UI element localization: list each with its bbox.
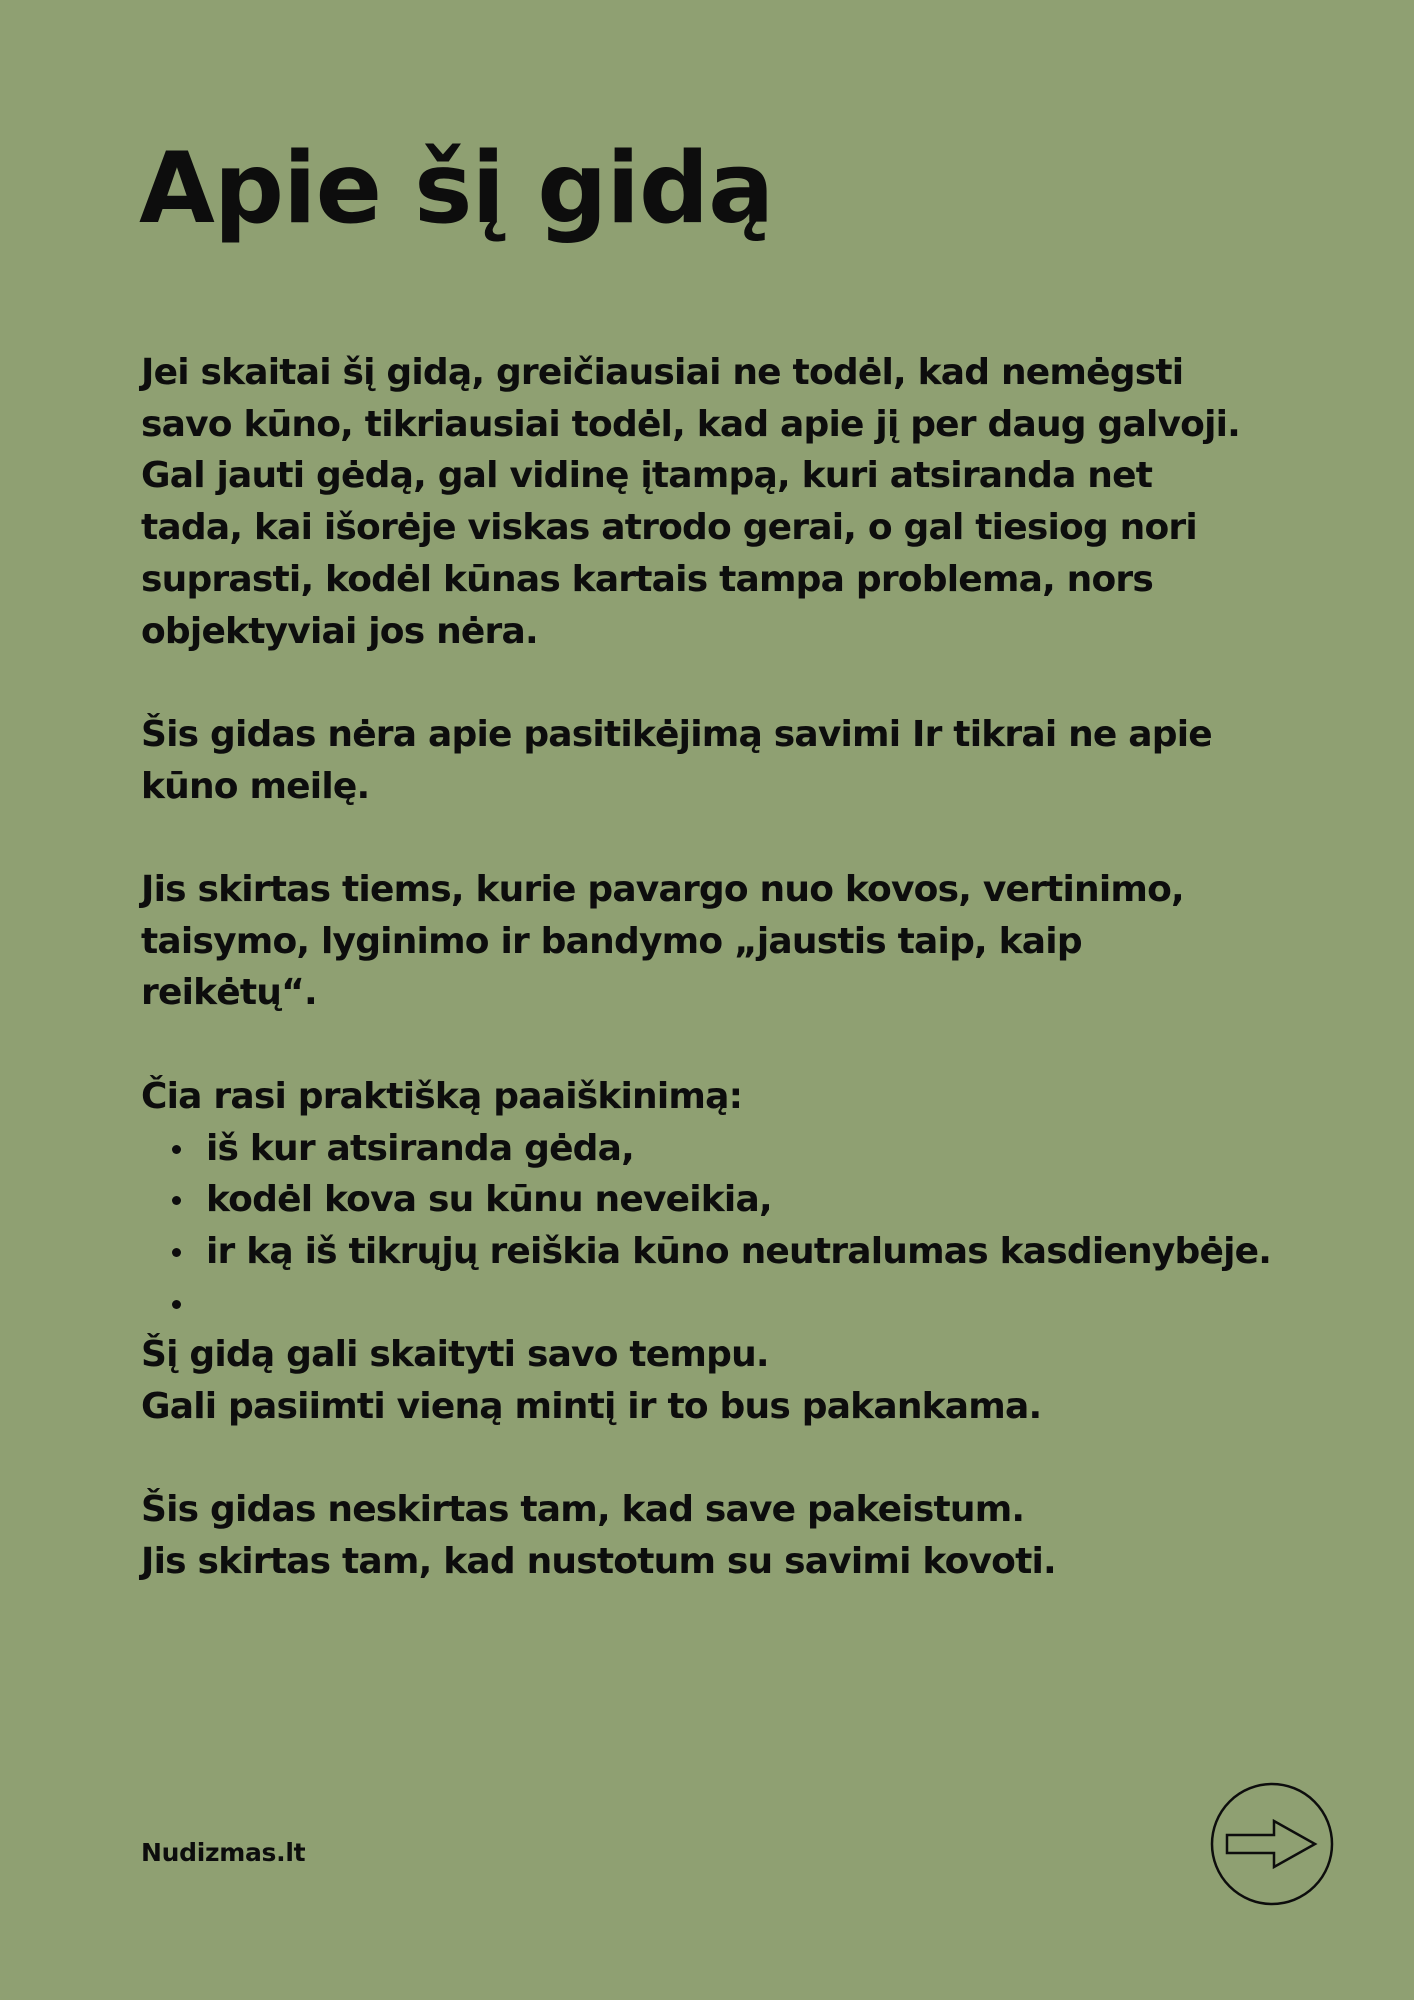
closing-paragraph: Šis gidas neskirtas tam, kad save pakeistum. Jis skirtas tam, kad nustotum su savimi kovoti.: [141, 1489, 1056, 1583]
pace-paragraph: Šį gidą gali skaityti savo tempu. Gali pasiimti vieną mintį ir to bus pakankama.: [141, 1334, 1042, 1427]
not-about-paragraph: Šis gidas nėra apie pasitikėjimą savimi Ir tikrai ne apie kūno meilę.: [141, 713, 1212, 807]
guide-body: [141, 347, 1321, 1588]
page-title: Apie šį gidą: [139, 132, 774, 246]
list-item: kodėl kova su kūnu neveikia,: [206, 1174, 1321, 1226]
intro-paragraph: Jei skaitai šį gidą, greičiausiai ne todėl, kad nemėgsti savo kūno, tikriausiai todėl, kad apie jį per daug galvoji. Gal jauti gėdą, gal vidinę įtampą, kuri atsiranda net tada, kai išorėje viskas atrodo gerai, o gal tiesiog nori suprasti, kodėl kūnas kartais tampa problema, nors objektyviai jos nėra.: [141, 352, 1241, 652]
topics-list: [141, 1123, 1321, 1330]
arrow-right-circle-icon: [1210, 1782, 1334, 1906]
audience-paragraph: Jis skirtas tiems, kurie pavargo nuo kovos, vertinimo, taisymo, lyginimo ir bandymo „jaustis taip, kaip reikėtų“.: [141, 869, 1184, 1014]
next-page-button[interactable]: [1210, 1782, 1334, 1906]
footer-brand: Nudizmas.lt: [141, 1838, 306, 1867]
list-item: ir ką iš tikrųjų reiškia kūno neutralumas kasdienybėje.: [206, 1226, 1321, 1278]
empty-list-item: [206, 1278, 1321, 1330]
list-intro: Čia rasi praktišką paaiškinimą:: [141, 1075, 743, 1117]
list-item: iš kur atsiranda gėda,: [206, 1123, 1321, 1175]
